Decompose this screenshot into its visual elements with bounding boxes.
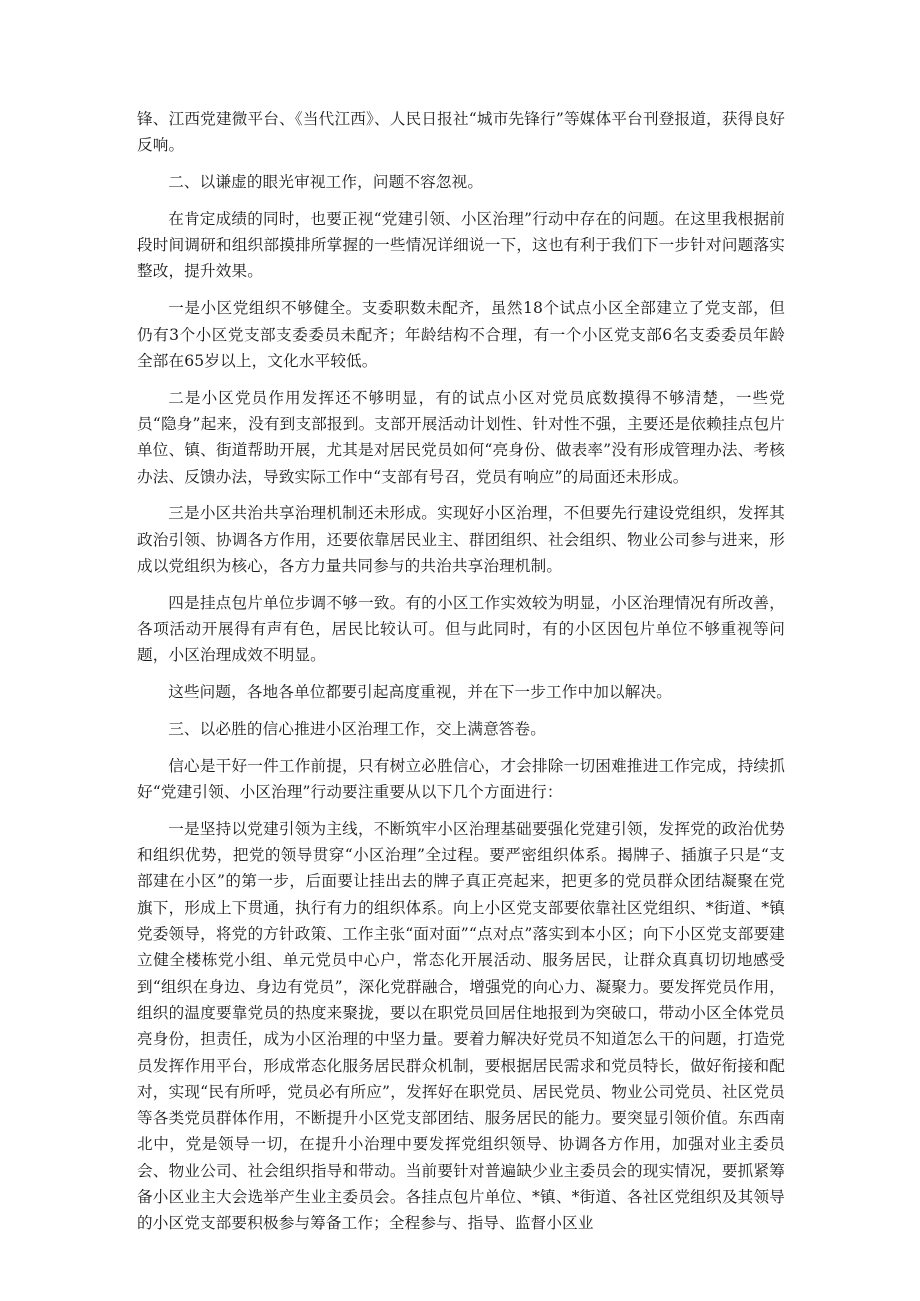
paragraph: 一是小区党组织不够健全。支委职数未配齐，虽然18个试点小区全部建立了党支部，但仍有3个小区党支部支委委员未配齐；年龄结构不合理，有一个小区党支部6名支委委员年龄全部在65岁以上，文化水平较低。 — [137, 299, 785, 370]
paragraph: 一是坚持以党建引领为主线，不断筑牢小区治理基础要强化党建引领，发挥党的政治优势和组织优势，把党的领导贯穿“小区治理”全过程。要严密组织体系。揭牌子、插旗子只是“支部建在小区”的第一步，后面要让挂出去的牌子真正亮起来，把更多的党员群众团结凝聚在党旗下，形成上下贯通，执行有力的组织体系。向上小区党支部要依靠社区党组织、*街道、*镇党委领导，将党的方针政策、工作主张“面对面”“点对点”落实到本小区；向下小区党支部要建立健全楼栋党小组、单元党员中心户，常态化开展活动、服务居民，让群众真真切切地感受到“组织在身边、身边有党员”，深化党群融合，增强党的向心力、凝聚力。要发挥党员作用，组织的温度要靠党员的热度来聚拢，要以在职党员回居住地报到为突破口，带动小区全体党员亮身份，担责任，成为小区治理的中坚力量。要着力解决好党员不知道怎么干的问题，打造党员发挥作用平台，形成常态化服务居民群众机制，要根据居民需求和党员特长，做好衔接和配对，实现“民有所呼，党员必有所应”，发挥好在职党员、居民党员、物业公司党员、社区党员等各类党员群体作用，不断提升小区党支部团结、服务居民的能力。要突显引领价值。东西南北中，党是领导一切，在提升小治理中要发挥党组织领导、协调各方作用，加强对业主委员会、物业公司、社会组织指导和带动。当前要针对普遍缺少业主委员会的现实情况，要抓紧筹备小区业主大会选举产生业主委员会。各挂点包片单位、*镇、*街道、各社区党组织及其领导的小区党支部要积极参与筹备工作；全程参与、指导、监督小区业 — [137, 819, 785, 1233]
section-heading-3: 三、以必胜的信心推进小区治理工作，交上满意答卷。 — [168, 719, 547, 738]
paragraph-continuation: 锋、江西党建微平台、《当代江西》、人民日报社“城市先锋行”等媒体平台刊登报道，获得良好反响。 — [137, 110, 785, 155]
paragraph: 在肯定成绩的同时，也要正视“党建引领、小区治理”行动中存在的问题。在这里我根据前段时间调研和组织部摸排所掌握的一些情况详细说一下，这也有利于我们下一步针对问题落实整改，提升效果。 — [137, 209, 785, 281]
section-heading-2: 二、以谦虚的眼光审视工作，问题不容忽视。 — [168, 173, 484, 192]
paragraph: 信心是干好一件工作前提，只有树立必胜信心，才会排除一切困难推进工作完成，持续抓好“党建引领、小区治理”行动要注重要从以下几个方面进行： — [137, 756, 785, 802]
paragraph: 四是挂点包片单位步调不够一致。有的小区工作实效较为明显，小区治理情况有所改善，各项活动开展得有声有色，居民比较认可。但与此同时，有的小区因包片单位不够重视等问题，小区治理成效不明显。 — [137, 593, 785, 665]
paragraph: 这些问题，各地各单位都要引起高度重视，并在下一步工作中加以解决。 — [168, 683, 672, 702]
paragraph: 二是小区党员作用发挥还不够明显，有的试点小区对党员底数摸得不够清楚，一些党员“隐身”起来，没有到支部报到。支部开展活动计划性、针对性不强，主要还是依赖挂点包片单位、镇、街道帮助开展，尤其是对居民党员如何“亮身份、做表率”没有形成管理办法、考核办法、反馈办法，导致实际工作中“支部有号召，党员有响应”的局面还未形成。 — [137, 388, 785, 486]
document-body — [137, 106, 785, 1247]
paragraph: 三是小区共治共享治理机制还未形成。实现好小区治理，不但要先行建设党组织，发挥其政治引领、协调各方作用，还要依靠居民业主、群团组织、社会组织、物业公司参与进来，形成以党组织为核心，各方力量共同参与的共治共享治理机制。 — [137, 504, 785, 575]
